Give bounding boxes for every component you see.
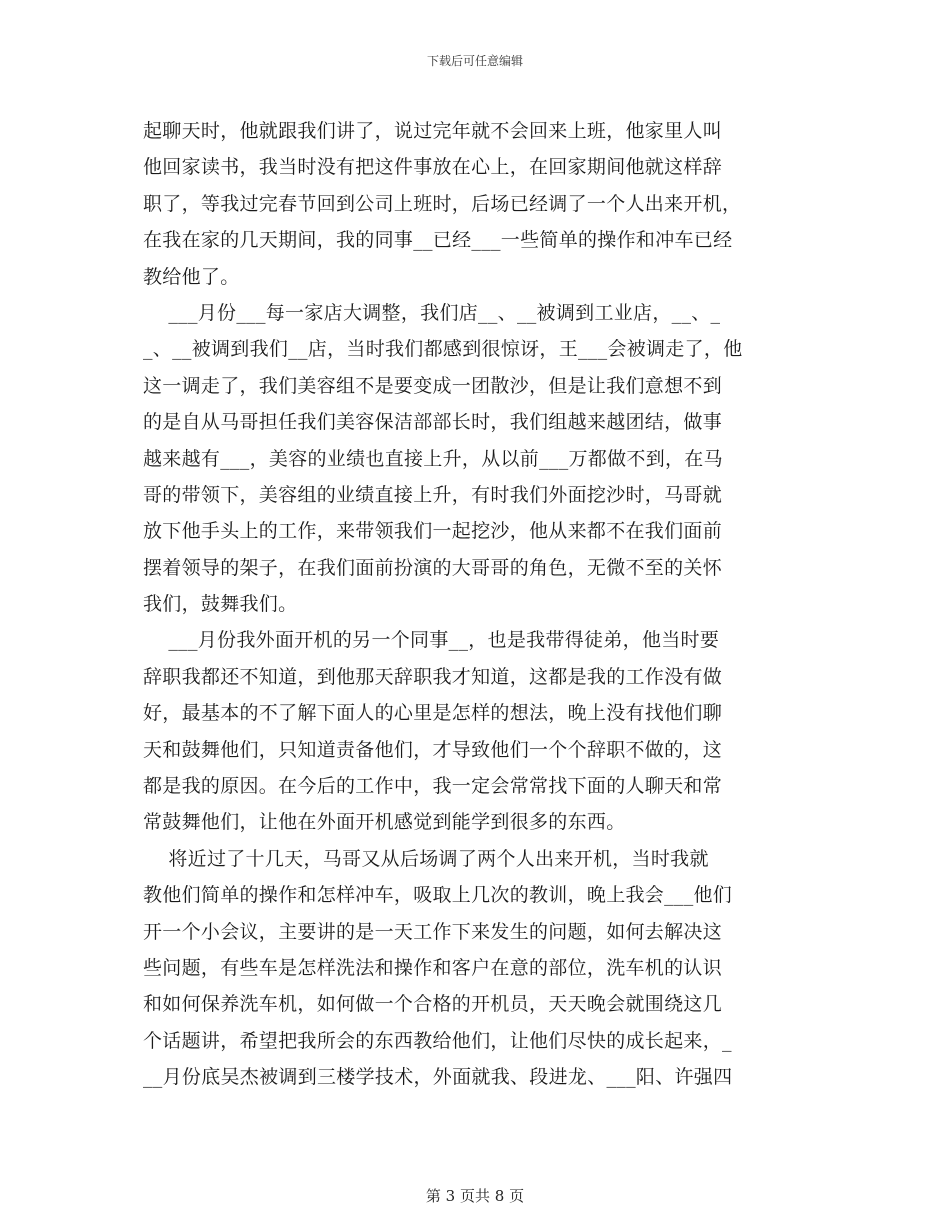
text-line: 的是自从马哥担任我们美容保洁部部长时，我们组越来越团结，做事: [143, 411, 723, 434]
text-line: _、__被调到我们__店，当时我们都感到很惊讶，王___会被调走了，他: [143, 338, 743, 361]
text-line: 他回家读书，我当时没有把这件事放在心上，在回家期间他就这样辞: [143, 156, 723, 179]
text-line: __月份底吴杰被调到三楼学技术，外面就我、段进龙、___阳、许强四: [143, 1066, 733, 1089]
text-line: 在我在家的几天期间，我的同事__已经___一些简单的操作和冲车已经: [143, 229, 733, 252]
text-line: 都是我的原因。在今后的工作中，我一定会常常找下面的人聊天和常: [143, 775, 723, 798]
text-line: 个话题讲，希望把我所会的东西教给他们，让他们尽快的成长起来，_: [143, 1029, 732, 1052]
text-line: 哥的带领下，美容组的业绩直接上升，有时我们外面挖沙时，马哥就: [143, 483, 723, 506]
text-line: 开一个小会议，主要讲的是一天工作下来发生的问题，如何去解决这: [143, 920, 723, 943]
text-line: 教给他了。: [143, 265, 240, 288]
text-line: 好，最基本的不了解下面人的心里是怎样的想法，晚上没有找他们聊: [143, 702, 723, 725]
text-line: 这一调走了，我们美容组不是要变成一团散沙，但是让我们意想不到: [143, 374, 723, 397]
text-line: 辞职我都还不知道，到他那天辞职我才知道，这都是我的工作没有做: [143, 665, 723, 688]
text-line: 天和鼓舞他们，只知道责备他们，才导致他们一个个辞职不做的，这: [143, 738, 723, 761]
text-line: 将近过了十几天，马哥又从后场调了两个人出来开机，当时我就: [143, 847, 709, 870]
text-line: 越来越有___，美容的业绩也直接上升，从以前___万都做不到，在马: [143, 447, 723, 470]
text-line: 起聊天时，他就跟我们讲了，说过完年就不会回来上班，他家里人叫: [143, 120, 723, 142]
text-line: 职了，等我过完春节回到公司上班时，后场已经调了一个人出来开机，: [143, 192, 742, 215]
text-line: 教他们简单的操作和怎样冲车，吸取上几次的教训，晚上我会___他们: [143, 884, 733, 907]
text-line: 我们，鼓舞我们。: [143, 593, 298, 616]
text-line: 放下他手头上的工作，来带领我们一起挖沙，他从来都不在我们面前: [143, 520, 723, 543]
text-line: 常鼓舞他们，让他在外面开机感觉到能学到很多的东西。: [143, 811, 626, 834]
text-line: 些问题，有些车是怎样洗法和操作和客户在意的部位，洗车机的认识: [143, 956, 723, 979]
document-body: [143, 113, 808, 1096]
text-line: ___月份___每一家店大调整，我们店__、__被调到工业店，__、_: [143, 301, 721, 324]
page-footer: 第 3 页共 8 页: [425, 1187, 525, 1205]
text-line: ___月份我外面开机的另一个同事__，也是我带得徒弟，他当时要: [143, 629, 720, 652]
text-line: 和如何保养洗车机，如何做一个合格的开机员，天天晚会就围绕这几: [143, 993, 723, 1016]
page-header: 下载后可任意编辑: [426, 54, 523, 68]
text-line: 摆着领导的架子，在我们面前扮演的大哥哥的角色，无微不至的关怀: [143, 556, 723, 579]
